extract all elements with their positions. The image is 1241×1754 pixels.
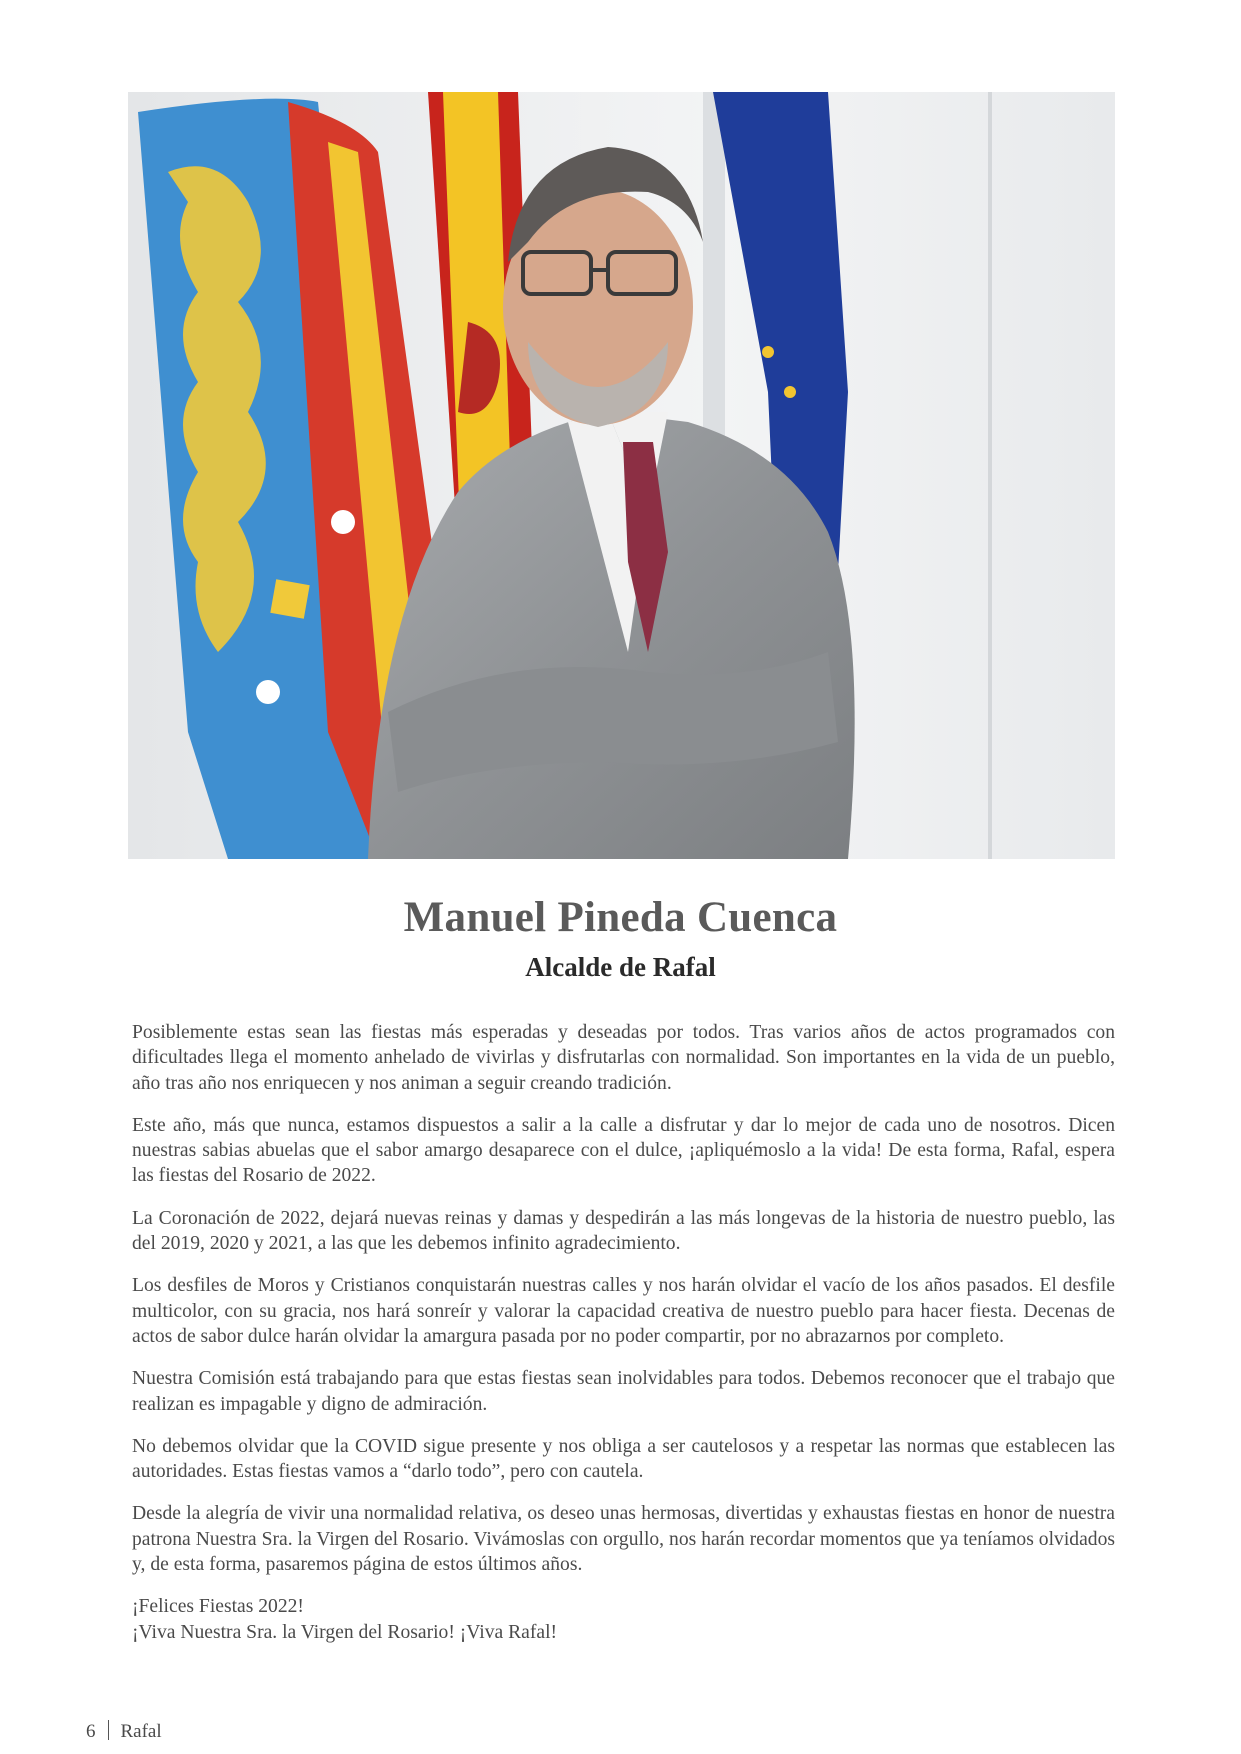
subtitle-role: Alcalde de Rafal: [525, 952, 716, 982]
page-number: 6: [86, 1721, 96, 1742]
paragraph: Posiblemente estas sean las fiestas más esperadas y deseadas por todos. Tras varios años de actos programados con dificultades llega el momento anhelado de vivirlas y disfrutarlas con normalidad. Son importantes en la vida de un pueblo, año tras año nos enriquecen y nos animan a seguir creando tradición.: [132, 1022, 1115, 1094]
mayor-portrait-photo: [128, 92, 1115, 859]
footer-divider: [108, 1720, 109, 1740]
closing-salutation: [132, 1594, 1115, 1645]
page-footer: [86, 1720, 162, 1743]
paragraph: Este año, más que nunca, estamos dispuestos a salir a la calle a disfrutar y dar lo mejor de cada uno de nosotros. Dicen nuestras sabias abuelas que el sabor amargo desaparece con el dulce, ¡apliquémoslo a la vida! De esta forma, Rafal, espera las fiestas del Rosario de 2022.: [132, 1114, 1115, 1187]
publication-name: Rafal: [120, 1721, 162, 1742]
closing-line: ¡Viva Nuestra Sra. la Virgen del Rosario! ¡Viva Rafal!: [132, 1621, 558, 1643]
closing-line: ¡Felices Fiestas 2022!: [132, 1596, 304, 1618]
paragraph: No debemos olvidar que la COVID sigue presente y nos obliga a ser cautelosos y a respetar las normas que establecen las autoridades. Estas fiestas vamos a “darlo todo”, pero con cautela.: [132, 1435, 1115, 1483]
paragraph: La Coronación de 2022, dejará nuevas reinas y damas y despedirán a las más longevas de la historia de nuestro pueblo, las del 2019, 2020 y 2021, a las que les debemos infinito agradecimiento.: [132, 1207, 1115, 1255]
page-title: Manuel Pineda Cuenca: [403, 894, 838, 941]
letter-body: [132, 1020, 1115, 1662]
paragraph: Los desfiles de Moros y Cristianos conquistarán nuestras calles y nos harán olvidar el vacío de los años pasados. El desfile multicolor, con su gracia, nos hará sonreír y valorar la capacidad creativa de nuestro pueblo para hacer fiesta. Decenas de actos de sabor dulce harán olvidar la amargura pasada por no poder compartir, por no abrazarnos por completo.: [132, 1275, 1115, 1347]
paragraph: Nuestra Comisión está trabajando para que estas fiestas sean inolvidables para todos. Debemos reconocer que el trabajo que realizan es impagable y digno de admiración.: [132, 1368, 1115, 1415]
portrait-illustration: [128, 92, 1115, 859]
paragraph: Desde la alegría de vivir una normalidad relativa, os deseo unas hermosas, divertidas y exhaustas fiestas en honor de nuestra patrona Nuestra Sra. la Virgen del Rosario. Vivámoslas con orgullo, nos harán recordar momentos que ya teníamos olvidados y, de esta forma, pasaremos página de estos últimos años.: [132, 1503, 1115, 1576]
